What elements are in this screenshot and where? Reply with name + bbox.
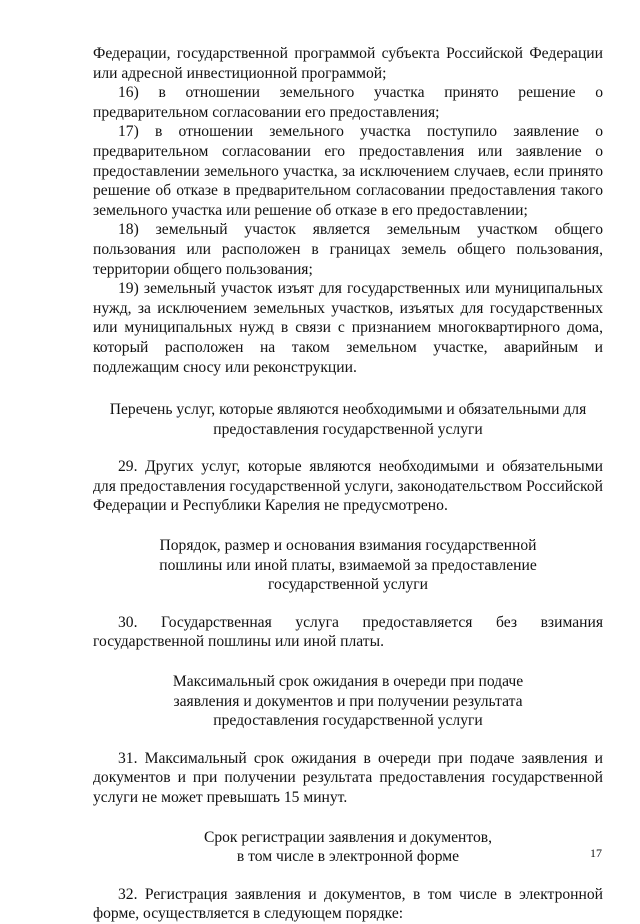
list-item-18: 18) земельный участок является земельным участком общего пользования или расположен в границах земель общего пользования, территории общего пользования; [93,221,603,278]
list-item-17: 17) в отношении земельного участка поступило заявление о предварительном согласовании его предоставления или заявление о предоставлении земельного участка, за исключением случаев, если принято решение об отказе в предварительном согласовании предоставления такого земельного участка или решение об отказе в его предоставлении; [93,123,603,219]
list-item-16: 16) в отношении земельного участка принято решение о предварительном согласовании его предоставления; [93,84,603,121]
heading-line: предоставления государственной услуги [213,712,483,730]
section-heading-fee [93,536,603,595]
paragraph-30: 30. Государственная услуга предоставляется без взимания государственной пошлины или иной платы. [93,613,603,651]
heading-line: Максимальный срок ожидания в очереди при подаче [172,673,524,691]
heading-line: Перечень услуг, которые являются необходимыми и обязательными для [109,401,587,419]
paragraph-31: 31. Максимальный срок ожидания в очереди при подаче заявления и документов и при получении результата предоставления государственной услуги не может превышать 15 минут. [93,749,603,806]
heading-line: государственной услуги [267,576,429,594]
section-heading-services-list [93,400,603,439]
heading-line: в том числе в электронной форме [236,848,460,866]
heading-line: заявления и документов и при получении результата [173,692,523,710]
heading-line: пошлины или иной платы, взимаемой за предоставление [159,556,537,574]
section-heading-waiting-time [93,672,603,731]
heading-line: Срок регистрации заявления и документов, [203,828,493,846]
page-number: 17 [590,846,602,860]
paragraph-29: 29. Других услуг, которые являются необходимыми и обязательными для предоставления государственной услуги, законодательством Российской Федерации и Республики Карелия не предусмотрено. [93,458,603,515]
heading-line: Порядок, размер и основания взимания государственной [159,537,537,555]
paragraph-32: 32. Регистрация заявления и документов, в том числе в электронной форме, осуществляется в следующем порядке: [93,885,603,923]
section-heading-registration [93,828,603,867]
list-item-19: 19) земельный участок изъят для государственных или муниципальных нужд, за исключением земельных участков, изъятых для государственных или муниципальных нужд в связи с признанием многоквартирного дома, который расположен на таком земельном участке, аварийным и подлежащим сносу или реконструкции. [93,280,603,376]
document-body [93,44,603,924]
paragraph-continuation: Федерации, государственной программой субъекта Российской Федерации или адресной инвестиционной программой; [93,45,603,82]
heading-line: предоставления государственной услуги [213,420,483,438]
